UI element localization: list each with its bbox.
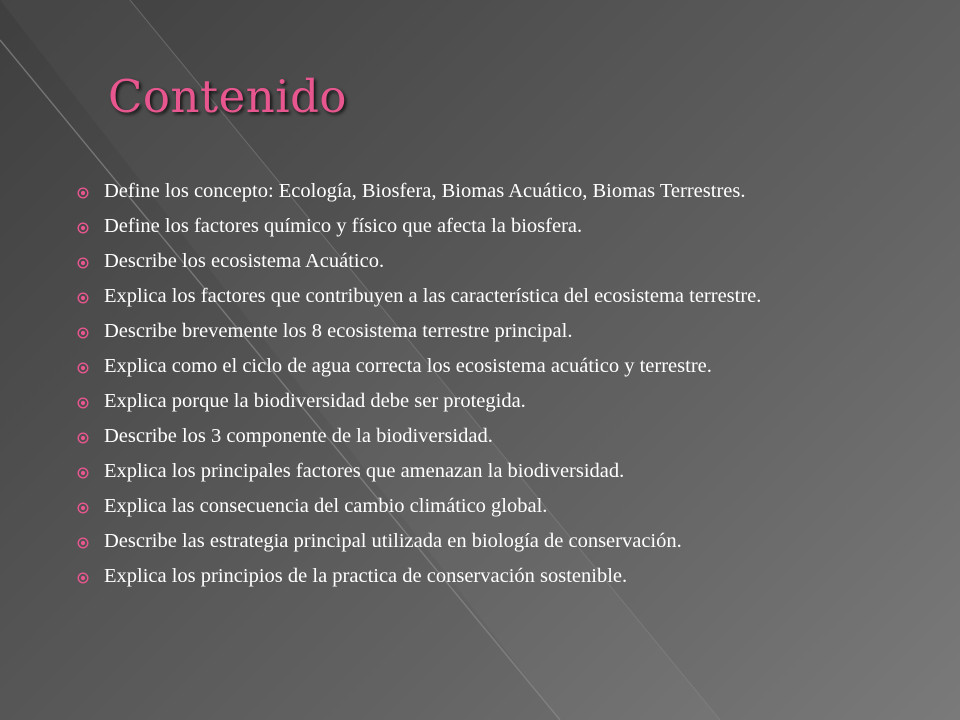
bullet-text: Explica los principales factores que amenazan la biodiversidad.: [104, 460, 625, 482]
bullet-text: Define los concepto: Ecología, Biosfera, Biomas Acuático, Biomas Terrestres.: [104, 180, 746, 202]
circled-dot-icon: [77, 327, 89, 339]
bullet-text: Describe los 3 componente de la biodiversidad.: [104, 425, 493, 447]
bullet-text: Explica como el ciclo de agua correcta los ecosistema acuático y terrestre.: [104, 355, 712, 377]
list-item: [72, 353, 922, 380]
circled-dot-icon: [77, 257, 89, 269]
circled-dot-icon: [77, 222, 89, 234]
circled-dot-icon: [77, 467, 89, 479]
list-item: [72, 318, 922, 345]
circled-dot-icon: [77, 187, 89, 199]
bullet-text: Explica los factores que contribuyen a las característica del ecosistema terrestre.: [104, 285, 762, 307]
list-item: [72, 458, 922, 485]
bullet-text: Describe los ecosistema Acuático.: [104, 250, 385, 272]
circled-dot-icon: [77, 537, 89, 549]
bullet-text: Describe las estrategia principal utilizada en biología de conservación.: [104, 530, 682, 552]
slide-title: Contenido: [108, 70, 347, 123]
list-item: [72, 563, 922, 590]
bullet-text: Explica los principios de la practica de conservación sostenible.: [104, 565, 628, 587]
bullet-list: [72, 178, 922, 598]
list-item: [72, 388, 922, 415]
circled-dot-icon: [77, 292, 89, 304]
circled-dot-icon: [77, 362, 89, 374]
list-item: [72, 493, 922, 520]
circled-dot-icon: [77, 397, 89, 409]
list-item: [72, 213, 922, 240]
list-item: [72, 528, 922, 555]
circled-dot-icon: [77, 572, 89, 584]
circled-dot-icon: [77, 502, 89, 514]
list-item: [72, 283, 922, 310]
list-item: [72, 248, 922, 275]
bullet-text: Explica porque la biodiversidad debe ser protegida.: [104, 390, 526, 412]
bullet-text: Explica las consecuencia del cambio climático global.: [104, 495, 548, 517]
bullet-text: Define los factores químico y físico que afecta la biosfera.: [104, 215, 583, 237]
circled-dot-icon: [77, 432, 89, 444]
list-item: [72, 423, 922, 450]
bullet-text: Describe brevemente los 8 ecosistema terrestre principal.: [104, 320, 573, 342]
list-item: [72, 178, 922, 205]
